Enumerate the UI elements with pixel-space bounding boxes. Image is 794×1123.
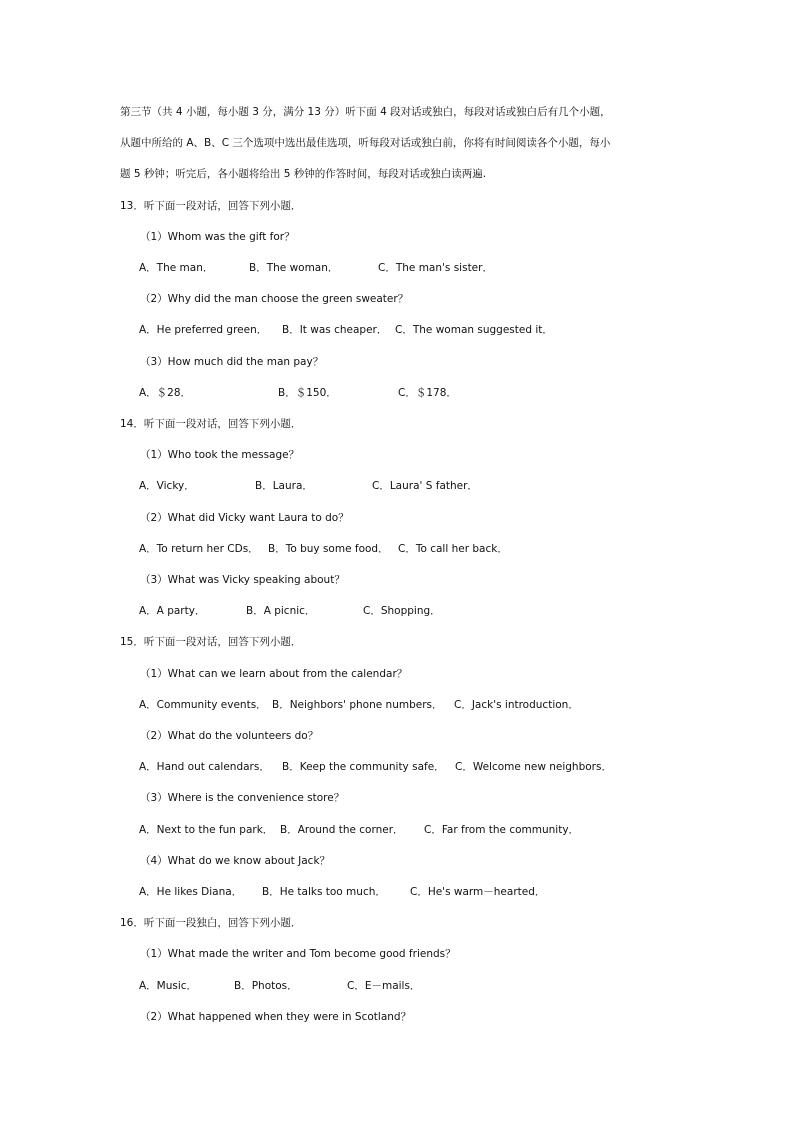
option-a: A．Hand out calendars． [139,761,270,773]
option-c: C．The woman suggested it． [395,324,553,336]
q15-2-stem: （2）What do the volunteers do？ [140,730,319,742]
option-a: A．Community events． [139,699,267,711]
option-c: C．Far from the community． [424,824,580,836]
option-b: B．He talks too much． [262,886,386,898]
option-b: B．＄150． [278,387,337,399]
q13-3-stem: （3）How much did the man pay？ [140,356,324,368]
question-16-heading: 16．听下面一段独白，回答下列小题． [120,917,302,929]
option-b: B．The woman． [249,262,339,274]
instructions-line-1: 第三节（共 4 小题，每小题 3 分，满分 13 分）听下面 4 段对话或独白，每段对话或独白后有几个小题， [120,106,611,118]
q15-4-stem: （4）What do we know about Jack？ [140,855,331,867]
option-b: B．Around the corner． [280,824,404,836]
option-c: C．Jack's introduction． [454,699,579,711]
option-b: B．Keep the community safe． [282,761,445,773]
option-c: C．Laura' S father． [372,480,478,492]
q14-3-stem: （3）What was Vicky speaking about？ [140,574,345,586]
q16-1-stem: （1）What made the writer and Tom become good friends？ [140,948,456,960]
question-14-heading: 14．听下面一段对话，回答下列小题． [120,418,302,430]
q14-1-stem: （1）Who took the message？ [140,449,300,461]
option-b: B．Neighbors' phone numbers． [272,699,443,711]
option-a: A．Vicky． [139,480,195,492]
q15-3-stem: （3）Where is the convenience store？ [140,792,345,804]
question-15-heading: 15．听下面一段对话，回答下列小题． [120,636,302,648]
q14-2-stem: （2）What did Vicky want Laura to do？ [140,512,349,524]
instructions-line-3: 题 5 秒钟；听完后，各小题将给出 5 秒钟的作答时间，每段对话或独白读两遍. [120,168,487,180]
option-b: B．Laura． [255,480,313,492]
option-b: B．Photos． [234,980,298,992]
option-a: A．A party． [139,605,206,617]
q13-2-stem: （2）Why did the man choose the green sweater？ [140,293,409,305]
option-a: A．Music． [139,980,198,992]
option-b: B．It was cheaper． [282,324,388,336]
instructions-line-2: 从题中所给的 A、B、C 三个选项中选出最佳选项，听每段对话或独白前，你将有时间阅读各个小题，每小 [120,137,611,149]
q16-2-stem: （2）What happened when they were in Scotland？ [140,1011,412,1023]
option-a: A．To return her CDs． [139,543,259,555]
option-c: C．＄178． [398,387,457,399]
option-a: A．Next to the fun park． [139,824,274,836]
option-a: A．He preferred green． [139,324,268,336]
question-13-heading: 13．听下面一段对话，回答下列小题． [120,200,302,212]
option-a: A．The man． [139,262,214,274]
option-a: A．He likes Diana． [139,886,243,898]
option-c: C．The man's sister． [378,262,493,274]
q13-1-stem: （1）Whom was the gift for？ [140,231,295,243]
option-c: C．Shopping． [363,605,441,617]
option-c: C．He's warm－hearted． [410,886,546,898]
option-a: A．＄28． [139,387,192,399]
option-c: C．To call her back． [398,543,508,555]
option-b: B．A picnic． [246,605,316,617]
option-c: C．Welcome new neighbors． [455,761,612,773]
option-b: B．To buy some food． [268,543,389,555]
q15-1-stem: （1）What can we learn about from the calendar？ [140,668,408,680]
option-c: C．E－mails． [347,980,421,992]
